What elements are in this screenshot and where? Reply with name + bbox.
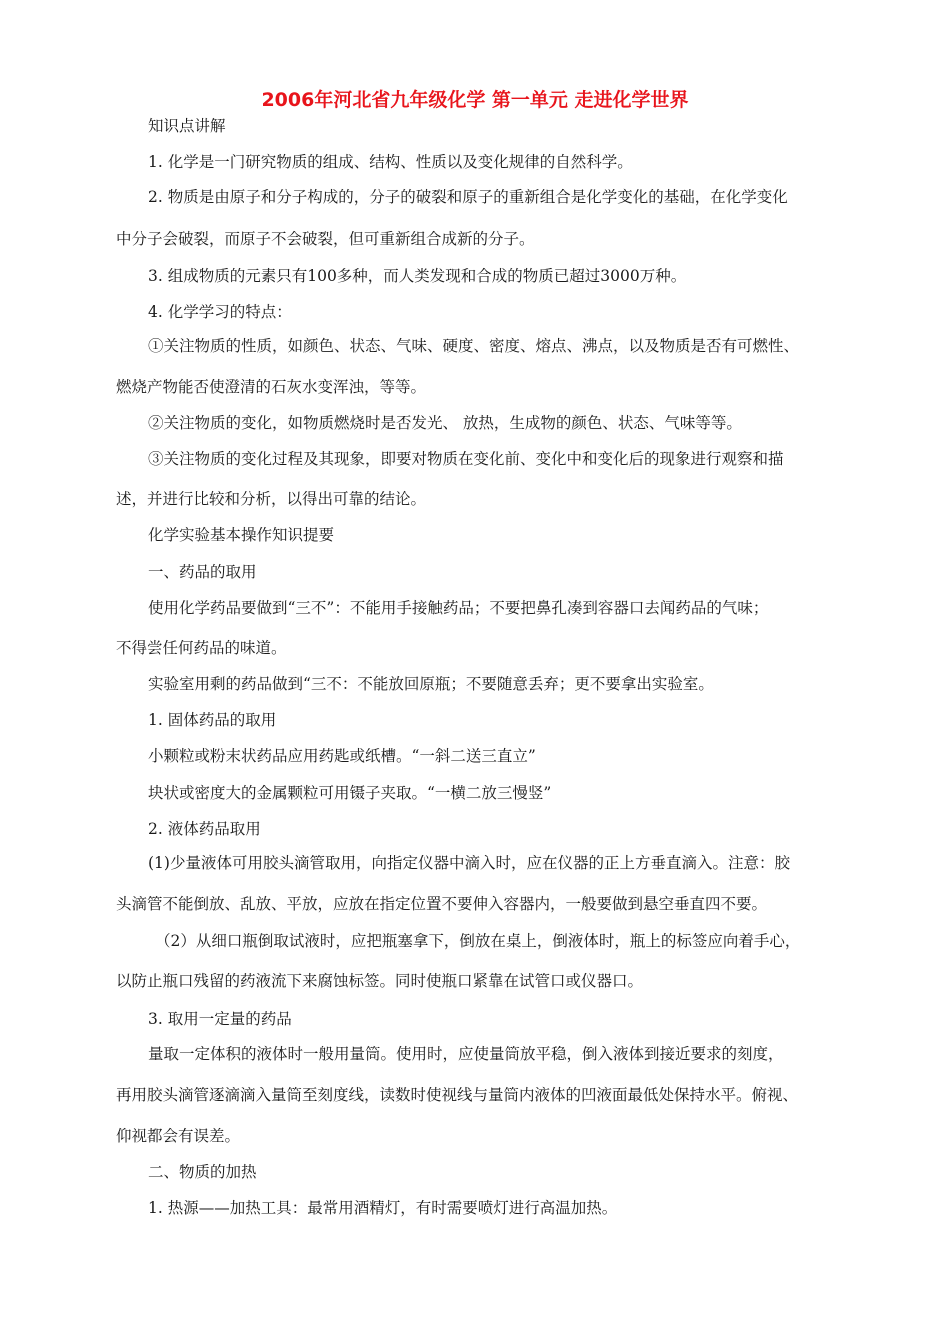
paragraph-line: 中分子会破裂，而原子不会破裂，但可重新组合成新的分子。 (116, 230, 535, 248)
paragraph-line: 块状或密度大的金属颗粒可用镊子夹取。“一横二放三慢竖” (148, 784, 552, 802)
paragraph-line: 1. 热源——加热工具：最常用酒精灯，有时需要喷灯进行高温加热。 (148, 1199, 618, 1217)
section-heading: 1. 固体药品的取用 (148, 711, 277, 729)
paragraph-line: ②关注物质的变化，如物质燃烧时是否发光、 放热，生成物的颜色、状态、气味等等。 (148, 414, 742, 432)
paragraph-line: ③关注物质的变化过程及其现象，即要对物质在变化前、变化中和变化后的现象进行观察和描 (148, 450, 784, 468)
document-title: 2006年河北省九年级化学 第一单元 走进化学世界 (261, 89, 689, 111)
paragraph-line: 使用化学药品要做到“三不”：不能用手接触药品；不要把鼻孔凑到容器口去闻药品的气味； (148, 599, 769, 617)
paragraph-line: 以防止瓶口残留的药液流下来腐蚀标签。同时使瓶口紧靠在试管口或仪器口。 (116, 972, 644, 990)
paragraph-line: 头滴管不能倒放、乱放、平放，应放在指定位置不要伸入容器内，一般要做到悬空垂直四不要。 (116, 895, 768, 913)
section-heading: 3. 取用一定量的药品 (148, 1010, 292, 1028)
section-heading: 化学实验基本操作知识提要 (148, 526, 335, 544)
paragraph-line: 4. 化学学习的特点： (148, 303, 292, 321)
paragraph-line: 再用胶头滴管逐滴滴入量筒至刻度线，读数时使视线与量筒内液体的凹液面最低处保持水平。俯视、 (116, 1086, 799, 1104)
paragraph-line: 1. 化学是一门研究物质的组成、结构、性质以及变化规律的自然科学。 (148, 153, 633, 171)
section-heading: 二、物质的加热 (148, 1163, 257, 1181)
paragraph-line: 燃烧产物能否使澄清的石灰水变浑浊，等等。 (116, 378, 427, 396)
paragraph-line: 3. 组成物质的元素只有100多种，而人类发现和合成的物质已超过3000万种。 (148, 267, 687, 285)
section-heading: 知识点讲解 (148, 117, 226, 135)
section-heading: 2. 液体药品取用 (148, 820, 261, 838)
paragraph-line: 不得尝任何药品的味道。 (116, 639, 287, 657)
paragraph-line: 量取一定体积的液体时一般用量筒。使用时，应使量筒放平稳，倒入液体到接近要求的刻度， (148, 1045, 784, 1063)
paragraph-line: (1)少量液体可用胶头滴管取用，向指定仪器中滴入时，应在仪器的正上方垂直滴入。注意：胶 (148, 854, 790, 872)
paragraph-line: ①关注物质的性质，如颜色、状态、气味、硬度、密度、熔点、沸点，以及物质是否有可燃性、 (148, 337, 800, 355)
paragraph-line: 2. 物质是由原子和分子构成的，分子的破裂和原子的重新组合是化学变化的基础，在化学变化 (148, 188, 788, 206)
paragraph-line: 仰视都会有误差。 (116, 1127, 241, 1145)
paragraph-line: 述，并进行比较和分析，以得出可靠的结论。 (116, 490, 427, 508)
paragraph-line: （2）从细口瓶倒取试液时，应把瓶塞拿下，倒放在桌上，倒液体时，瓶上的标签应向着手心， (155, 932, 801, 950)
paragraph-line: 小颗粒或粉末状药品应用药匙或纸槽。“一斜二送三直立” (148, 747, 536, 765)
paragraph-line: 实验室用剩的药品做到“三不：不能放回原瓶；不要随意丢弃；更不要拿出实验室。 (148, 675, 714, 693)
section-heading: 一、药品的取用 (148, 563, 257, 581)
